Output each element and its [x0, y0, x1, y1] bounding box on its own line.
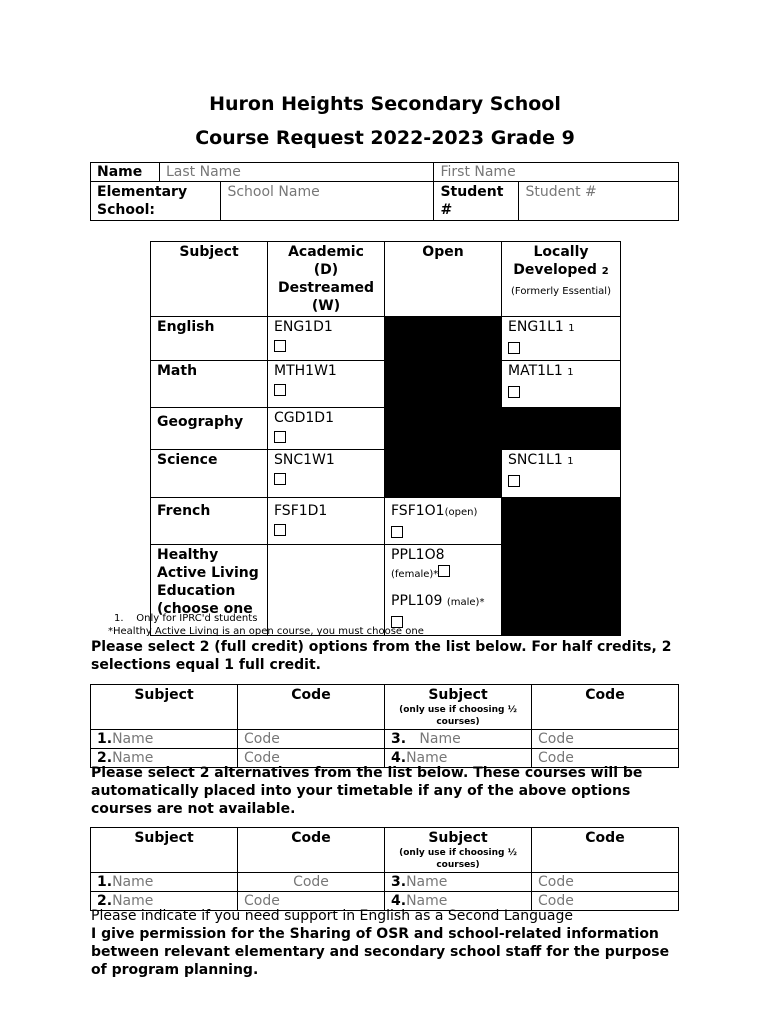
first-name-field[interactable]: First Name	[434, 163, 679, 182]
options-name-2-placeholder: Name	[112, 750, 154, 766]
options-num-1: 1.	[97, 731, 113, 747]
course-table	[150, 241, 621, 636]
alternatives-table	[90, 827, 679, 911]
alt-header-subject: Subject	[91, 828, 238, 873]
alt-code-1[interactable]: Code	[238, 873, 385, 892]
options-name-3[interactable]	[385, 730, 532, 749]
cell-eng1l1	[502, 317, 621, 361]
footnote-ref: 1	[568, 323, 575, 334]
subject-science: Science	[151, 450, 268, 498]
header-academic: Academic (D) Destreamed (W)	[268, 242, 385, 317]
alt-num-3: 3.	[391, 874, 407, 890]
alt-num-2: 2.	[97, 893, 113, 909]
code-ppl109: PPL109	[391, 593, 443, 609]
last-name-field[interactable]: Last Name	[160, 163, 434, 182]
permission-text: I give permission for the Sharing of OSR and school-related information between relevant elementary and secondary school staff for the purpose of program planning.	[91, 926, 670, 978]
row-french	[151, 498, 621, 545]
locally-developed-footnote: 2	[601, 266, 609, 277]
alt-header-subject2-label: Subject	[428, 830, 488, 846]
alt-name-2-placeholder: Name	[112, 893, 154, 909]
options-header-subject2	[385, 685, 532, 730]
checkbox-cgd1d1[interactable]	[274, 431, 286, 443]
elementary-school-label: Elementary School:	[91, 182, 221, 221]
footnote-2: *Healthy Active Living is an open course, you must choose one	[108, 626, 424, 637]
subject-english: English	[151, 317, 268, 361]
header-subject: Subject	[151, 242, 268, 317]
alt-num-1: 1.	[97, 874, 113, 890]
alt-row-1	[91, 873, 679, 892]
cell-fsf1d1	[268, 498, 385, 545]
footnote-ref: 1	[567, 456, 574, 467]
male-note: (male)*	[446, 597, 485, 608]
options-name-1-placeholder: Name	[112, 731, 154, 747]
female-note: (female)*	[391, 569, 439, 580]
footnote-1-number: 1.	[114, 613, 124, 624]
student-number-label: Student #	[434, 182, 519, 221]
locally-developed-label: Locally Developed	[513, 244, 597, 278]
code-snc1w1: SNC1W1	[274, 452, 335, 468]
options-header-subject: Subject	[91, 685, 238, 730]
options-instruction-text: Please select 2 (full credit) options from the list below. For half credits, 2 selections equal 1 full credit.	[91, 639, 672, 673]
alt-name-3[interactable]	[385, 873, 532, 892]
alt-code-2[interactable]: Code	[238, 892, 385, 911]
options-code-2[interactable]: Code	[238, 749, 385, 768]
checkbox-mth1w1[interactable]	[274, 384, 286, 396]
alt-header-subject2	[385, 828, 532, 873]
open-note: (open)	[444, 507, 478, 518]
options-header-code: Code	[238, 685, 385, 730]
options-header-half-note: (only use if choosing ½ courses)	[399, 705, 517, 727]
alternatives-instruction: Please select 2 alternatives from the list below. These courses will be automatically placed into your timetable if any of the above options courses are not available.	[91, 765, 643, 817]
alt-header-half-note: (only use if choosing ½ courses)	[399, 848, 517, 870]
checkbox-fsf1d1[interactable]	[274, 524, 286, 536]
alt-header-code: Code	[238, 828, 385, 873]
code-ppl1o8: PPL1O8	[391, 547, 445, 563]
cell-fsf1o1	[385, 498, 502, 545]
student-number-field[interactable]: Student #	[519, 182, 679, 221]
code-eng1l1: ENG1L1	[508, 319, 564, 335]
cell-eng1d1	[268, 317, 385, 361]
local-blackout-geography	[502, 408, 621, 450]
student-info-table	[90, 162, 679, 221]
cell-hpe-academic	[268, 545, 385, 636]
options-instruction	[91, 638, 691, 674]
subject-geography: Geography	[151, 408, 268, 450]
form-title: Course Request 2022-2023 Grade 9	[195, 127, 575, 149]
code-mth1w1: MTH1W1	[274, 363, 337, 379]
cell-mat1l1	[502, 361, 621, 408]
checkbox-ppl1o8[interactable]	[438, 565, 450, 577]
checkbox-snc1l1[interactable]	[508, 475, 520, 487]
school-name: Huron Heights Secondary School	[209, 93, 561, 115]
checkbox-eng1d1[interactable]	[274, 340, 286, 352]
alt-name-4-placeholder: Name	[406, 893, 448, 909]
alt-name-1[interactable]	[91, 873, 238, 892]
open-blackout-1	[385, 317, 502, 498]
code-eng1d1: ENG1D1	[274, 319, 333, 335]
options-table	[90, 684, 679, 768]
code-mat1l1: MAT1L1	[508, 363, 563, 379]
checkbox-eng1l1[interactable]	[508, 342, 520, 354]
alt-num-4: 4.	[391, 893, 407, 909]
options-name-1[interactable]	[91, 730, 238, 749]
local-blackout-2	[502, 498, 621, 636]
row-english	[151, 317, 621, 361]
cell-snc1w1	[268, 450, 385, 498]
subject-french: French	[151, 498, 268, 545]
options-code-3[interactable]: Code	[532, 730, 679, 749]
footnote-1-text: Only for IPRC'd students	[136, 613, 258, 624]
alt-name-1-placeholder: Name	[112, 874, 154, 890]
options-header-subject2-label: Subject	[428, 687, 488, 703]
formerly-essential-note: (Formerly Essential)	[511, 286, 611, 297]
code-fsf1o1: FSF1O1	[391, 503, 445, 519]
options-name-3-placeholder: Name	[419, 731, 461, 747]
code-cgd1d1: CGD1D1	[274, 410, 334, 426]
header-locally-developed	[502, 242, 621, 317]
cell-snc1l1	[502, 450, 621, 498]
cell-cgd1d1	[268, 408, 385, 450]
alt-header-code2: Code	[532, 828, 679, 873]
footnote-1	[114, 613, 257, 624]
options-code-1[interactable]: Code	[238, 730, 385, 749]
options-code-4[interactable]: Code	[532, 749, 679, 768]
cell-hpe-open	[385, 545, 502, 636]
code-fsf1d1: FSF1D1	[274, 503, 328, 519]
alt-name-3-placeholder: Name	[406, 874, 448, 890]
options-name-4-placeholder: Name	[406, 750, 448, 766]
subject-math: Math	[151, 361, 268, 408]
subject-hpe: Healthy Active Living Education (choose one	[151, 545, 268, 636]
header-open: Open	[385, 242, 502, 317]
options-header-code2: Code	[532, 685, 679, 730]
name-label: Name	[91, 163, 160, 182]
school-name-field[interactable]: School Name	[221, 182, 434, 221]
options-num-4: 4.	[391, 750, 407, 766]
checkbox-snc1w1[interactable]	[274, 473, 286, 485]
options-num-2: 2.	[97, 750, 113, 766]
alt-code-3[interactable]: Code	[532, 873, 679, 892]
checkbox-mat1l1[interactable]	[508, 386, 520, 398]
options-row-1	[91, 730, 679, 749]
cell-mth1w1	[268, 361, 385, 408]
esl-text: Please indicate if you need support in English as a Second Language	[91, 908, 573, 924]
footnote-ref: 1	[567, 367, 574, 378]
checkbox-fsf1o1[interactable]	[391, 526, 403, 538]
alt-code-4[interactable]: Code	[532, 892, 679, 911]
code-snc1l1: SNC1L1	[508, 452, 563, 468]
options-num-3: 3.	[391, 731, 407, 747]
